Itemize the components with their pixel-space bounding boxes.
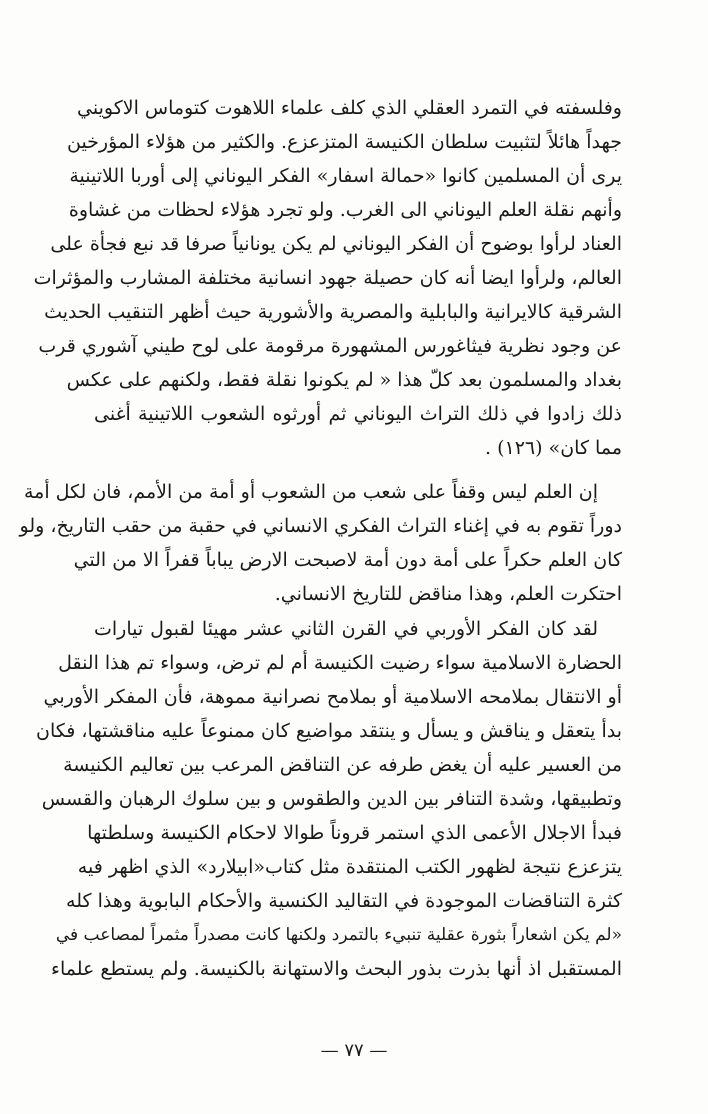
text-line: الحضارة الاسلامية سواء رضيت الكنيسة أم لم ترض، وسواء تم هذا النقل <box>58 652 622 674</box>
text-line: وتطبيقها، وشدة التنافر بين الدين والطقوس و بين سلوك الرهبان والقسس <box>41 788 622 810</box>
text-line: الشرقية كالايرانية والبابلية والمصرية والأشورية حيث أظهر التنقيب الحديث <box>44 301 622 323</box>
text-line: بغداد والمسلمون بعد كلّ هذا « لم يكونوا نقلة فقط، ولكنهم على عكس <box>66 369 622 391</box>
text-line: وأنهم نقلة العلم اليوناني الى الغرب. ولو تجرد هؤلاء لحظات من غشاوة <box>68 199 622 221</box>
text-line: لقد كان الفكر الأوربي في القرن الثاني عشر مهيئا لقبول تيارات <box>94 618 598 640</box>
text-line: العالم، ولرأوا ايضا أنه كان حصيلة جهود انسانية مختلفة المشارب والمؤثرات <box>33 267 622 289</box>
text-line: العناد لرأوا بوضوح أن الفكر اليوناني لم يكن يونانياً صرفا قد نبع فجأة على <box>50 233 622 255</box>
text-line: فبدأ الاجلال الأعمى الذي استمر قروناً طوالا لاحكام الكنيسة وسلطتها <box>87 822 622 844</box>
text-line: عن وجود نظرية فيثاغورس المشهورة مرقومة على لوح طيني آشوري قرب <box>38 335 622 357</box>
text-line: دوراً تقوم به في إغناء التراث الفكري الانساني في حقبة من حقب التاريخ، ولو <box>19 515 622 537</box>
page-number: — ٧٧ — <box>320 1040 388 1061</box>
text-line: أو الانتقال بملامحه الاسلامية أو بملامح نصرانية مموهة، فأن المفكر الأوربي <box>43 686 622 708</box>
text-line: كثرة التناقضات الموجودة في التقاليد الكنسية والأحكام البابوية وهذا كله <box>66 890 622 912</box>
text-line: جهداً هائلاً لتثبيت سلطان الكنيسة المتزعزع. والكثير من هؤلاء المؤرخين <box>66 131 622 153</box>
text-line: يتزعزع نتيجة لظهور الكتب المنتقدة مثل كتاب«ابيلارد» الذي اظهر فيه <box>77 856 622 878</box>
text-line: كان العلم حكراً على أمة دون أمة لاصبحت الارض يباباً قفراً الا من التي <box>73 549 622 571</box>
text-line: وفلسفته في التمرد العقلي الذي كلف علماء اللاهوت كتوماس الاكويني <box>77 97 622 119</box>
text-line: من العسير عليه أن يغض طرفه عن التناقض المرعب بين تعاليم الكنيسة <box>63 754 622 776</box>
text-line: إن العلم ليس وقفاً على شعب من الشعوب أو أمة من الأمم، فان لكل أمة <box>23 481 598 503</box>
text-line: احتكرت العلم، وهذا مناقض للتاريخ الانساني. <box>274 583 622 605</box>
text-line: يرى أن المسلمين كانوا «حمالة اسفار» الفكر اليوناني إلى أوربا اللاتينية <box>69 165 622 187</box>
text-line: مما كان» (١٢٦) . <box>485 437 622 459</box>
text-line: «لم يكن اشعاراً بثورة عقلية تنبيء بالتمرد ولكنها كانت مصدراً مثمراً لمصاعب في <box>55 925 622 945</box>
text-line: ذلك زادوا في ذلك التراث اليوناني ثم أورثوه الشعوب اللاتينية أغنى <box>94 403 622 425</box>
text-line: المستقبل اذ أنها بذرت بذور البحث والاستهانة بالكنيسة. ولم يستطع علماء <box>51 958 622 980</box>
text-line: بدأ يتعقل و يناقش و يسأل و ينتقد مواضيع كان ممنوعاً عليه مناقشتها، فكان <box>36 720 622 742</box>
